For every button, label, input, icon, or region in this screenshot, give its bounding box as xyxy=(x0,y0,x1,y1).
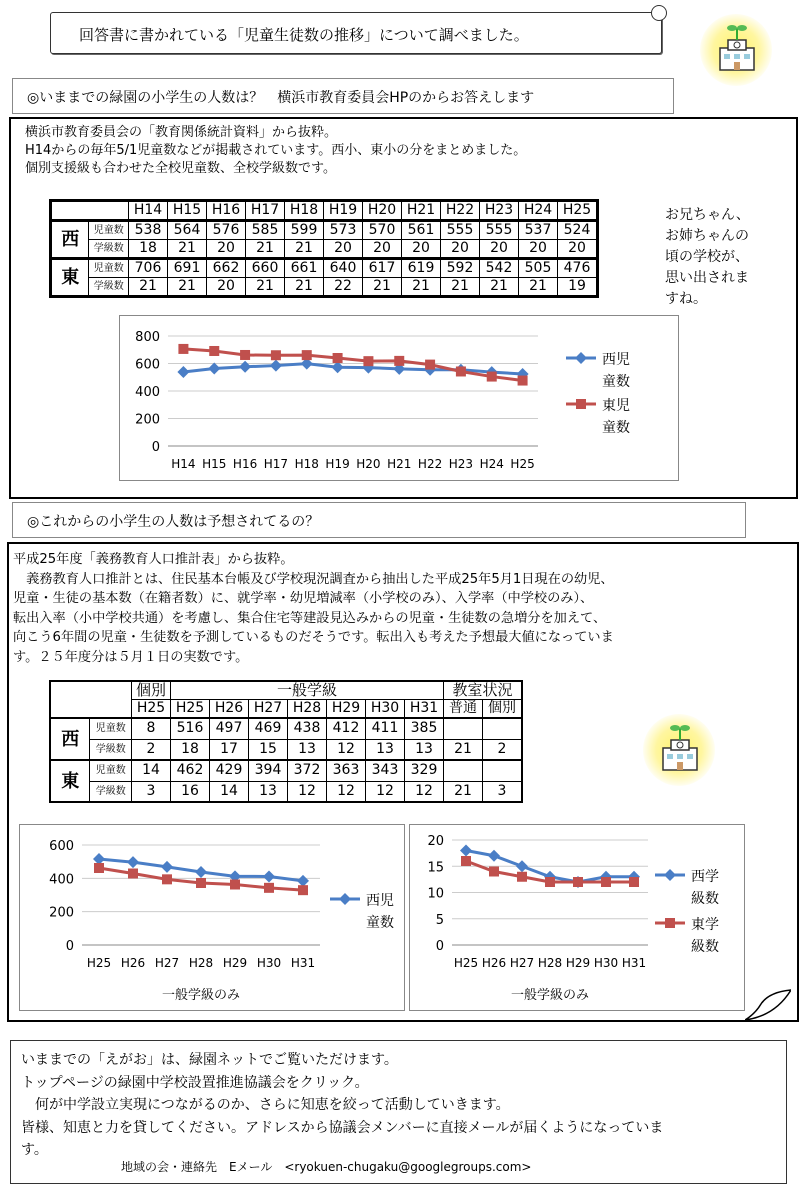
x-tick-label: H29 xyxy=(565,956,591,970)
cell: 429 xyxy=(210,760,249,781)
cell: 13 xyxy=(366,739,405,760)
table-row xyxy=(50,760,522,781)
cell: 22 xyxy=(324,278,363,297)
cell: 411 xyxy=(366,718,405,739)
data-point xyxy=(461,856,471,866)
data-point xyxy=(208,362,220,374)
data-point xyxy=(263,871,275,883)
cell: 13 xyxy=(288,739,327,760)
y-tick-label: 200 xyxy=(135,412,160,428)
year-header: H22 xyxy=(441,201,480,221)
x-tick-label: H28 xyxy=(537,956,563,970)
data-point xyxy=(209,346,219,356)
cell: 14 xyxy=(210,781,249,802)
cell: 21 xyxy=(402,278,441,297)
cell: 13 xyxy=(249,781,288,802)
section-2-text xyxy=(13,550,614,667)
school-name: 西 xyxy=(51,221,89,259)
legend-marker xyxy=(665,918,675,928)
data-point xyxy=(230,880,240,890)
legend-label: 西児 xyxy=(602,352,630,368)
legend-label: 童数 xyxy=(602,374,630,390)
row-label: 児童数 xyxy=(90,718,132,739)
data-point xyxy=(94,863,104,873)
table-corner xyxy=(50,681,132,718)
cell: 343 xyxy=(366,760,405,781)
data-point xyxy=(545,877,555,887)
cell: 372 xyxy=(288,760,327,781)
table-row xyxy=(51,259,598,278)
x-tick-label: H27 xyxy=(509,956,535,970)
cell: 363 xyxy=(327,760,366,781)
x-tick-label: H25 xyxy=(86,956,112,970)
data-point xyxy=(127,856,139,868)
year-header: H19 xyxy=(324,201,363,221)
y-tick-label: 800 xyxy=(135,330,160,345)
data-point xyxy=(489,867,499,877)
question-2 xyxy=(12,502,746,538)
y-tick-label: 0 xyxy=(65,939,74,954)
data-point xyxy=(425,360,435,370)
y-tick-label: 200 xyxy=(49,905,74,921)
group-header-kyoshitsu: 教室状況 xyxy=(444,681,523,700)
section-1-text xyxy=(25,124,526,178)
x-tick-label: H30 xyxy=(256,956,282,970)
cell: 537 xyxy=(519,221,558,240)
side-note-line: 頃の学校が、 xyxy=(665,249,749,265)
x-tick-label: H24 xyxy=(479,457,504,471)
side-note-line: 思い出されま xyxy=(665,270,749,286)
cell: 505 xyxy=(519,259,558,278)
cell: 18 xyxy=(171,739,210,760)
data-point xyxy=(177,366,189,378)
cell: 15 xyxy=(249,739,288,760)
cell: 21 xyxy=(168,278,207,297)
section-2-line: 平成25年度「義務教育人口推計表」から抜粋。 xyxy=(13,552,294,567)
cell xyxy=(444,718,483,739)
data-point xyxy=(178,344,188,354)
data-point xyxy=(517,872,527,882)
x-tick-label: H18 xyxy=(294,457,319,471)
series-line xyxy=(183,349,522,381)
cell: 385 xyxy=(405,718,444,739)
x-tick-label: H14 xyxy=(171,457,196,471)
cell: 21 xyxy=(246,278,285,297)
cell: 20 xyxy=(207,240,246,259)
legend-label: 西児 xyxy=(366,893,394,909)
y-tick-label: 600 xyxy=(49,839,74,854)
school-icon xyxy=(643,714,715,786)
chart-projection-classes xyxy=(409,824,745,1011)
year-header: H31 xyxy=(405,700,444,719)
footer-line: す。 xyxy=(21,1142,48,1158)
section-2-line: す。２５年度分は５月１日の実数です。 xyxy=(13,649,249,665)
y-tick-label: 10 xyxy=(427,886,444,902)
cell: 394 xyxy=(249,760,288,781)
data-point xyxy=(240,350,250,360)
row-label: 学級数 xyxy=(89,278,129,297)
chart-1-svg xyxy=(20,825,404,1010)
legend-label: 童数 xyxy=(602,420,630,436)
cell: 576 xyxy=(207,221,246,240)
group-header-kobetsu: 個別 xyxy=(132,681,171,700)
cell: 2 xyxy=(132,739,171,760)
cell: 706 xyxy=(129,259,168,278)
footer-box xyxy=(10,1040,787,1184)
cell: 20 xyxy=(441,240,480,259)
school-name: 西 xyxy=(50,718,90,760)
data-point xyxy=(629,877,639,887)
data-point xyxy=(394,356,404,366)
cell xyxy=(483,718,523,739)
legend-label: 童数 xyxy=(366,915,394,931)
year-header: H25 xyxy=(132,700,171,719)
cell: 21 xyxy=(285,278,324,297)
data-point xyxy=(298,885,308,895)
x-tick-label: H21 xyxy=(387,457,412,471)
cell xyxy=(444,760,483,781)
cell: 329 xyxy=(405,760,444,781)
section-past-enrollment xyxy=(9,117,798,499)
cell: 21 xyxy=(246,240,285,259)
x-tick-label: H25 xyxy=(510,457,535,471)
cell: 14 xyxy=(132,760,171,781)
year-header: H20 xyxy=(363,201,402,221)
year-header: H27 xyxy=(249,700,288,719)
data-point xyxy=(195,866,207,878)
cell: 619 xyxy=(402,259,441,278)
row-label: 児童数 xyxy=(89,259,129,278)
cell: 21 xyxy=(129,278,168,297)
projection-table xyxy=(49,680,523,803)
legend-marker xyxy=(576,399,586,409)
cell: 12 xyxy=(405,781,444,802)
question-2-text: ◎これからの小学生の人数は予想されてるの？ xyxy=(27,514,320,530)
data-point xyxy=(271,350,281,360)
cell: 20 xyxy=(519,240,558,259)
x-tick-label: H28 xyxy=(188,956,214,970)
year-header: H30 xyxy=(366,700,405,719)
cell: 412 xyxy=(327,718,366,739)
cell: 524 xyxy=(558,221,598,240)
x-tick-label: H20 xyxy=(356,457,381,471)
x-tick-label: H23 xyxy=(448,457,474,471)
x-tick-label: H15 xyxy=(202,457,227,471)
row-label: 児童数 xyxy=(89,221,129,240)
footer-line: 何が中学設立実現につながるのか、さらに知恵を絞って活動していきます。 xyxy=(21,1097,510,1113)
year-header: H17 xyxy=(246,201,285,221)
section-2-line: 向こう6年間の児童・生徒数を予測しているものだそうです。転出入も考えた予想最大値になっていま xyxy=(13,630,614,645)
side-note xyxy=(665,205,750,310)
cell: 469 xyxy=(249,718,288,739)
section-1-line: H14からの毎年5/1児童数などが掲載されています。西小、東小の分をまとめました。 xyxy=(25,143,527,158)
cell: 20 xyxy=(363,240,402,259)
cell: 21 xyxy=(363,278,402,297)
year-header: H23 xyxy=(480,201,519,221)
data-point xyxy=(333,353,343,363)
row-label: 学級数 xyxy=(89,240,129,259)
past-enrollment-table xyxy=(49,199,599,298)
x-tick-label: H26 xyxy=(481,956,507,970)
cell: 564 xyxy=(168,221,207,240)
cell: 17 xyxy=(210,739,249,760)
side-note-line: すね。 xyxy=(665,291,707,307)
chart-past-enrollment xyxy=(119,315,679,481)
cell: 462 xyxy=(171,760,210,781)
cell: 21 xyxy=(168,240,207,259)
data-point xyxy=(516,860,528,872)
school-name: 東 xyxy=(50,760,90,802)
year-header: H26 xyxy=(210,700,249,719)
year-header: H28 xyxy=(288,700,327,719)
cell: 8 xyxy=(132,718,171,739)
classroom-header: 普通 xyxy=(444,700,483,719)
data-point xyxy=(297,875,309,887)
side-note-line: お姉ちゃんの xyxy=(665,228,749,244)
x-axis-label: 一般学級のみ xyxy=(510,988,590,1003)
cell: 497 xyxy=(210,718,249,739)
cell: 538 xyxy=(129,221,168,240)
scroll-curl xyxy=(651,5,667,21)
x-tick-label: H25 xyxy=(453,956,479,970)
year-header: H25 xyxy=(558,201,598,221)
x-tick-label: H27 xyxy=(154,956,180,970)
cell: 21 xyxy=(285,240,324,259)
cell: 12 xyxy=(327,739,366,760)
cell: 21 xyxy=(444,781,483,802)
y-tick-label: 0 xyxy=(435,939,444,954)
row-label: 学級数 xyxy=(90,739,132,760)
data-point xyxy=(196,878,206,888)
y-tick-label: 400 xyxy=(135,385,160,400)
legend-marker xyxy=(575,352,587,364)
classroom-header: 個別 xyxy=(483,700,523,719)
legend-label: 級数 xyxy=(691,939,719,955)
cell: 12 xyxy=(288,781,327,802)
year-header: H15 xyxy=(168,201,207,221)
table-row xyxy=(51,221,598,240)
y-tick-label: 400 xyxy=(49,872,74,888)
legend-label: 級数 xyxy=(691,891,719,907)
data-point xyxy=(518,376,528,386)
section-2-line: 義務教育人口推計とは、住民基本台帳及び学校現況調査から抽出した平成25年5月1日現在の幼児、 xyxy=(13,571,614,587)
school-name: 東 xyxy=(51,259,89,297)
table-row xyxy=(51,278,598,297)
data-point xyxy=(239,361,251,373)
chart-0-svg xyxy=(120,316,678,480)
table-row xyxy=(50,718,522,739)
cell: 3 xyxy=(483,781,523,802)
cell: 18 xyxy=(129,240,168,259)
cell: 585 xyxy=(246,221,285,240)
cell: 438 xyxy=(288,718,327,739)
data-point xyxy=(302,350,312,360)
year-header: H29 xyxy=(327,700,366,719)
cell: 660 xyxy=(246,259,285,278)
cell: 561 xyxy=(402,221,441,240)
cell: 640 xyxy=(324,259,363,278)
data-point xyxy=(161,861,173,873)
data-point xyxy=(363,356,373,366)
school-icon xyxy=(700,14,772,86)
year-header: H21 xyxy=(402,201,441,221)
cell: 21 xyxy=(444,739,483,760)
year-header: H18 xyxy=(285,201,324,221)
y-tick-label: 20 xyxy=(427,834,444,849)
footer-line: トップページの緑園中学校設置推進協議会をクリック。 xyxy=(21,1074,369,1091)
data-point xyxy=(128,869,138,879)
cell: 2 xyxy=(483,739,523,760)
page-title: 回答書に書かれている「児童生徒数の推移」について調べました。 xyxy=(79,26,529,44)
x-tick-label: H30 xyxy=(593,956,619,970)
year-header: H16 xyxy=(207,201,246,221)
row-label: 児童数 xyxy=(90,760,132,781)
page-curl-icon xyxy=(745,976,791,1020)
cell xyxy=(483,760,523,781)
y-tick-label: 15 xyxy=(427,860,444,876)
cell: 476 xyxy=(558,259,598,278)
section-2-line: 児童・生徒の基本数（在籍者数）に、就学率・幼児増減率（小学校のみ）、入学率（中学校のみ）、 xyxy=(13,591,594,606)
section-1-line: 横浜市教育委員会の「教育関係統計資料」から抜粋。 xyxy=(25,125,338,140)
table-row xyxy=(50,781,522,802)
cell: 20 xyxy=(324,240,363,259)
data-point xyxy=(488,850,500,862)
group-header-ippan: 一般学級 xyxy=(171,681,444,700)
footer-line: いままでの「えがお」は、緑園ネットでご覧いただけます。 xyxy=(21,1052,398,1068)
cell: 21 xyxy=(480,278,519,297)
question-1-text: ◎いままでの緑園の小学生の人数は？ 横浜市教育委員会HPのからお答えします xyxy=(27,90,535,106)
data-point xyxy=(487,372,497,382)
cell: 21 xyxy=(441,278,480,297)
cell: 691 xyxy=(168,259,207,278)
cell: 20 xyxy=(207,278,246,297)
cell: 661 xyxy=(285,259,324,278)
cell: 599 xyxy=(285,221,324,240)
side-note-line: お兄ちゃん、 xyxy=(665,207,750,223)
cell: 20 xyxy=(480,240,519,259)
cell: 16 xyxy=(171,781,210,802)
y-tick-label: 0 xyxy=(151,440,160,455)
cell: 12 xyxy=(327,781,366,802)
data-point xyxy=(601,877,611,887)
cell: 19 xyxy=(558,278,598,297)
cell: 592 xyxy=(441,259,480,278)
footer-line: 皆様、知恵と力を貸してください。アドレスから協議会メンバーに直接メールが届くようになっていま xyxy=(21,1119,664,1136)
legend-label: 東学 xyxy=(691,917,719,933)
x-axis-label: 一般学級のみ xyxy=(161,988,241,1003)
x-tick-label: H17 xyxy=(263,457,289,471)
cell: 12 xyxy=(366,781,405,802)
section-2-line: 転出入率（小中学校共通）を考慮し、集合住宅等建設見込みからの児童・生徒数の急増分を加えて、 xyxy=(13,610,607,626)
x-tick-label: H19 xyxy=(325,457,350,471)
data-point xyxy=(264,883,274,893)
cell: 3 xyxy=(132,781,171,802)
footer-text xyxy=(21,1049,663,1162)
table-corner xyxy=(51,201,129,221)
cell: 21 xyxy=(519,278,558,297)
x-tick-label: H29 xyxy=(222,956,248,970)
cell: 555 xyxy=(480,221,519,240)
cell: 13 xyxy=(405,739,444,760)
legend-marker xyxy=(339,893,351,905)
cell: 20 xyxy=(402,240,441,259)
chart-projection-students xyxy=(19,824,405,1011)
question-1 xyxy=(12,78,674,114)
table-row xyxy=(50,739,522,760)
y-tick-label: 600 xyxy=(135,357,160,373)
section-projection xyxy=(7,542,799,1022)
year-header: H14 xyxy=(129,201,168,221)
chart-2-svg xyxy=(410,825,744,1010)
row-label: 学級数 xyxy=(90,781,132,802)
data-point xyxy=(460,845,472,857)
cell: 516 xyxy=(171,718,210,739)
cell: 573 xyxy=(324,221,363,240)
cell: 662 xyxy=(207,259,246,278)
cell: 570 xyxy=(363,221,402,240)
cell: 555 xyxy=(441,221,480,240)
data-point xyxy=(456,366,466,376)
x-tick-label: H22 xyxy=(417,457,443,471)
data-point xyxy=(162,874,172,884)
x-tick-label: H26 xyxy=(120,956,146,970)
x-tick-label: H31 xyxy=(621,956,647,970)
table-row xyxy=(51,240,598,259)
title-banner xyxy=(50,12,662,54)
cell: 20 xyxy=(558,240,598,259)
year-header: H25 xyxy=(171,700,210,719)
y-tick-label: 5 xyxy=(435,912,444,928)
x-tick-label: H16 xyxy=(232,457,258,471)
year-header: H24 xyxy=(519,201,558,221)
legend-label: 西学 xyxy=(691,869,719,885)
legend-label: 東児 xyxy=(602,398,630,414)
data-point xyxy=(270,360,282,372)
section-1-line: 個別支援級も合わせた全校児童数、全校学級数です。 xyxy=(25,161,336,176)
legend-marker xyxy=(664,869,676,881)
cell: 617 xyxy=(363,259,402,278)
x-tick-label: H31 xyxy=(290,956,316,970)
data-point xyxy=(573,877,583,887)
cell: 542 xyxy=(480,259,519,278)
contact-email[interactable]: 地域の会・連絡先 Eメール <ryokuen-chugaku@googlegroups.com> xyxy=(121,1160,532,1174)
